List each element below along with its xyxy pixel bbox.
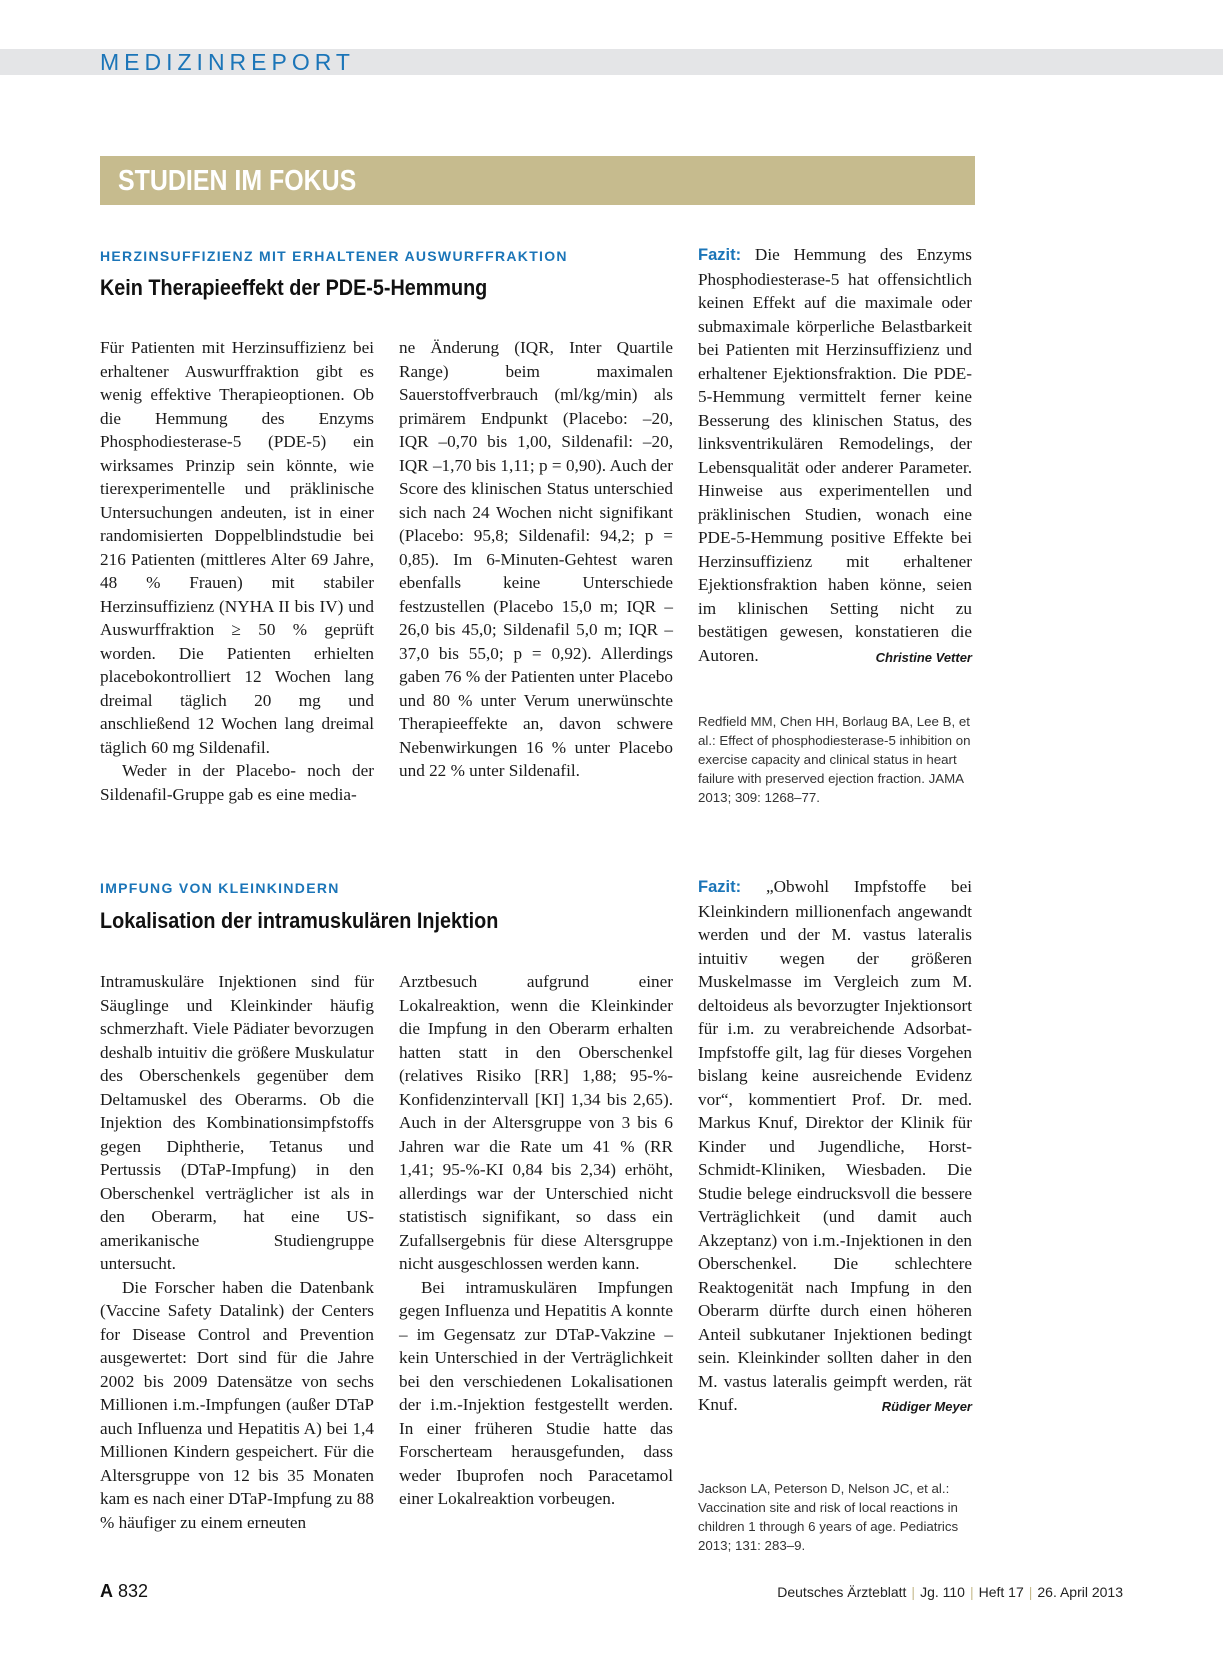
section-label: MEDIZINREPORT	[100, 49, 355, 75]
journal-name: Deutsches Ärzteblatt	[777, 1584, 907, 1600]
fazit-label: Fazit:	[698, 246, 742, 264]
article1-paragraph: Für Patienten mit Herzinsuffizienz bei erhaltener Auswurffraktion gibt es wenig effektive Therapieoptionen. Ob die Hemmung des Enzyms Phosphodiesterase-5 (PDE-5) ein wirksames Prinzip sein könnte, wie tierexperimentelle und präklinische Untersuchungen andeuten, ist in einer randomisierten Doppelblindstudie bei 216 Patienten (mittleres Alter 69 Jahre, 48 % Frauen) mit stabiler Herzinsuffizienz (NYHA II bis IV) und Auswurffraktion ≥ 50 % geprüft worden. Die Patienten erhielten placebokontrolliert 12 Wochen lang dreimal täglich 20 mg und anschließend 12 Wochen lang dreimal täglich 60 mg Sildenafil.	[100, 338, 374, 757]
journal-issue: Heft 17	[978, 1584, 1024, 1600]
article1-column-2	[399, 336, 673, 783]
article2-paragraph: Bei intramuskulären Impfungen gegen Influenza und Hepatitis A konnte – im Gegensatz zur DTaP-Vakzine – kein Unterschied in der Verträglichkeit bei den verschiedenen Lokalisationen der i.m.-Injektion festgestellt werden. In einer früheren Studie hatte das Forscherteam herausgefunden, dass weder Ibuprofen noch Paracetamol einer Lokalreaktion vorbeugen.	[399, 1277, 673, 1508]
journal-volume: Jg. 110	[920, 1584, 965, 1600]
banner-title: STUDIEN IM FOKUS	[118, 165, 357, 197]
page-number: A 832	[100, 1581, 149, 1601]
fazit-text: „Obwohl Impfstoffe bei Kleinkindern millionenfach angewandt werden und der M. vastus lateralis intuitiv wegen der größeren Muskelmasse im Vergleich zum M. deltoideus als bevorzugter Injektionsort für i.m. zu verabreichende Adsorbat-Impfstoffe gilt, lag für dieses Vorgehen bislang keine ausreichende Evidenz vor“, kommentiert Prof. Dr. med. Markus Knuf, Direktor der Klinik für Kinder und Jugendliche, Horst-Schmidt-Kliniken, Wiesbaden. Die Studie belege eindrucksvoll die bessere Verträglichkeit (und damit auch Akzeptanz) von i.m.-Injektionen in den Oberschenkel. Die schlechtere Reaktogenität nach Impfung in den Oberarm dürfte durch einen höheren Anteil subkutaner Injektionen bedingt sein. Kleinkinder sollten daher in den M. vastus lateralis geimpft werden, rät Knuf.	[698, 877, 972, 1414]
footer-citation: Deutsches Ärzteblatt | Jg. 110 | Heft 17 | 26. April 2013	[777, 1584, 1123, 1600]
article1-fazit	[698, 243, 972, 669]
article2-fazit	[698, 875, 972, 1419]
article1-column-1	[100, 336, 374, 806]
article2-reference: Jackson LA, Peterson D, Nelson JC, et al.: Vaccination site and risk of local reactions in children 1 through 6 years of age. Pediatrics 2013; 131: 283–9.	[698, 1481, 959, 1553]
article1-paragraph: Weder in der Placebo- noch der Sildenafil-Gruppe gab es eine media-	[100, 761, 374, 804]
fazit-text: Die Hemmung des Enzyms Phosphodiesterase-5 hat offensichtlich keinen Effekt auf die maximale oder submaximale körperliche Belastbarkeit bei Patienten mit Herzinsuffizienz und erhaltener Ejektionsfraktion. Die PDE-5-Hemmung vermittelt ferner keine Besserung des klinischen Status, des linksventrikulären Remodelings, der Lebensqualität oder anderer Parameter. Hinweise aus experimentellen und präklinischen Studien, wonach eine PDE-5-Hemmung positive Effekte bei Herzinsuffizienz mit erhaltener Ejektionsfraktion haben könne, seien im klinischen Setting nicht zu bestätigen gewesen, konstatieren die Autoren.	[698, 245, 972, 665]
article2-kicker: IMPFUNG VON KLEINKINDERN	[100, 880, 340, 896]
article1-paragraph: ne Änderung (IQR, Inter Quartile Range) beim maximalen Sauerstoffverbrauch (ml/kg/min) als primärem Endpunkt (Placebo: –20, IQR –0,70 bis 1,00, Sildenafil: –20, IQR –1,70 bis 1,11; p = 0,90). Auch der Score des klinischen Status unterschied sich nach 24 Wochen nicht signifikant (Placebo: 95,8; Sildenafil: 94,2; p = 0,85). Im 6-Minuten-Gehtest waren ebenfalls keine Unterschiede festzustellen (Placebo 15,0 m; IQR –26,0 bis 45,0; Sildenafil 5,0 m; IQR –37,0 bis 55,0; p = 0,92). Allerdings gaben 76 % der Patienten unter Placebo und 80 % unter Verum unerwünschte Therapieeffekte an, davon schwere Nebenwirkungen 16 % unter Placebo und 22 % unter Sildenafil.	[399, 338, 673, 780]
article2-paragraph: Intramuskuläre Injektionen sind für Säuglinge und Kleinkinder häufig schmerzhaft. Viele Pädiater bevorzugen deshalb intuitiv die größere Muskulatur des Oberschenkels gegenüber dem Deltamuskel des Oberarms. Ob die Injektion des Kombinationsimpfstoffs gegen Diphtherie, Tetanus und Pertussis (DTaP-Impfung) in den Oberschenkel verträglicher ist als in den Oberarm, hat eine US-amerikanische Studiengruppe untersucht.	[100, 972, 374, 1273]
section-banner	[100, 156, 975, 205]
article2-column-2	[399, 970, 673, 1511]
fazit-label: Fazit:	[698, 878, 742, 896]
author-name: Rüdiger Meyer	[881, 1399, 972, 1414]
article2-headline: Lokalisation der intramuskulären Injektion	[100, 908, 499, 933]
author-name: Christine Vetter	[875, 649, 972, 665]
article2-column-1	[100, 970, 374, 1534]
article1-reference: Redfield MM, Chen HH, Borlaug BA, Lee B, et al.: Effect of phosphodiesterase-5 inhibition on exercise capacity and clinical status in heart failure with preserved ejection fraction. JAMA 2013; 309: 1268–77.	[698, 714, 971, 805]
article1-kicker: HERZINSUFFIZIENZ MIT ERHALTENER AUSWURFFRAKTION	[100, 248, 568, 264]
article2-paragraph: Die Forscher haben die Datenbank (Vaccine Safety Datalink) der Centers for Disease Control and Prevention ausgewertet: Dort sind für die Jahre 2002 bis 2009 Datensätze von sechs Millionen i.m.-Impfungen (außer DTaP auch Influenza und Hepatitis A) bei 1,4 Millionen Kindern gespeichert. Für die Altersgruppe von 12 bis 35 Monaten kam es nach einer DTaP-Impfung zu 88 % häufiger zu einem erneuten	[100, 1277, 374, 1532]
article2-paragraph: Arztbesuch aufgrund einer Lokalreaktion, wenn die Kleinkinder die Impfung in den Oberarm erhalten hatten statt in den Oberschenkel (relatives Risiko [RR] 1,88; 95-%-Konfidenzintervall [KI] 1,34 bis 2,65). Auch in der Altersgruppe von 3 bis 6 Jahren war die Rate um 41 % (RR 1,41; 95-%-KI 0,84 bis 2,34) erhöht, allerdings war der Unterschied nicht statistisch signifikant, so dass ein Zufallsergebnis für diese Altersgruppe nicht ausgeschlossen werden kann.	[399, 972, 673, 1273]
journal-date: 26. April 2013	[1037, 1584, 1123, 1600]
article1-headline: Kein Therapieeffekt der PDE-5-Hemmung	[100, 275, 488, 300]
